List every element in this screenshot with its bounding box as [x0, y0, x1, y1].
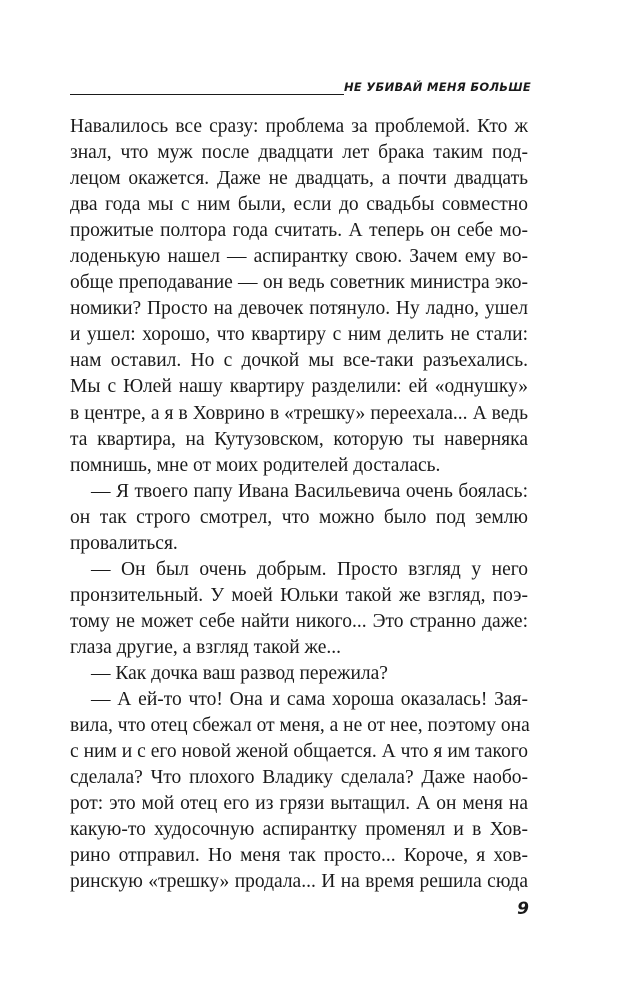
text-line: помнишь, мне от моих родителей досталась.: [70, 454, 441, 476]
page-number: 9: [517, 899, 529, 919]
text-line: номики? Просто на девочек потянуло. Ну ладно, ушел: [70, 298, 528, 320]
text-line: обще преподавание — он ведь советник министра эко-: [70, 272, 528, 294]
text-line: сделала? Что плохого Владику сделала? Даже наобо-: [70, 767, 528, 789]
text-line: два года мы с ним были, если до свадьбы совместно: [70, 194, 528, 216]
text-line: провалиться.: [70, 532, 178, 554]
text-line: лецом окажется. Даже не двадцать, а почти двадцать: [70, 168, 528, 190]
text-line: рот: это мой отец его из грязи вытащил. А он меня на: [70, 793, 528, 815]
text-line: и ушел: хорошо, что квартиру с ним делить не стали:: [70, 324, 528, 346]
dialogue-line: — А ей-то что! Она и сама хороша оказалась! Зая-: [91, 689, 528, 711]
text-line: знал, что муж после двадцати лет брака таким под-: [70, 142, 528, 164]
dialogue-line: — Я твоего папу Ивана Васильевича очень боялась:: [91, 480, 528, 502]
body-text: [70, 114, 528, 895]
text-line: рино отправил. Но меня так просто... Короче, я хов-: [70, 845, 528, 867]
text-line: Мы с Юлей нашу квартиру разделили: ей «однушку»: [70, 376, 528, 398]
text-line: какую-то худосочную аспирантку променял и в Хов-: [70, 819, 528, 841]
running-title: НЕ УБИВАЙ МЕНЯ БОЛЬШЕ: [344, 80, 532, 94]
text-line: та квартира, на Кутузовском, которую ты наверняка: [70, 428, 528, 450]
text-line: лоденькую нашел — аспирантку свою. Зачем ему во-: [70, 246, 528, 268]
dialogue-line: — Он был очень добрым. Просто взгляд у него: [91, 558, 528, 580]
text-line: ринскую «трешку» продала... И на время решила сюда: [70, 871, 528, 893]
text-line: тому не может себе найти никого... Это странно даже:: [70, 610, 528, 632]
text-line: вила, что отец сбежал от меня, а не от нее, поэтому она: [70, 715, 530, 737]
text-line: Навалилось все сразу: проблема за проблемой. Кто ж: [70, 116, 528, 137]
dialogue-line: — Как дочка ваш развод пережила?: [91, 662, 388, 684]
header-rule: [70, 94, 344, 95]
text-line: пронзительный. У моей Юльки такой же взгляд, поэ-: [70, 584, 528, 606]
text-line: в центре, а я в Ховрино в «трешку» переехала... А ведь: [70, 402, 528, 424]
text-line: прожитые полтора года считать. А теперь он себе мо-: [70, 220, 528, 242]
text-line: нам оставил. Но с дочкой мы все-таки разъехались.: [70, 350, 528, 372]
text-line: глаза другие, а взгляд такой же...: [70, 636, 342, 658]
text-line: с ним и с его новой женой общается. А что я им такого: [70, 741, 528, 763]
text-line: он так строго смотрел, что можно было под землю: [70, 506, 528, 528]
